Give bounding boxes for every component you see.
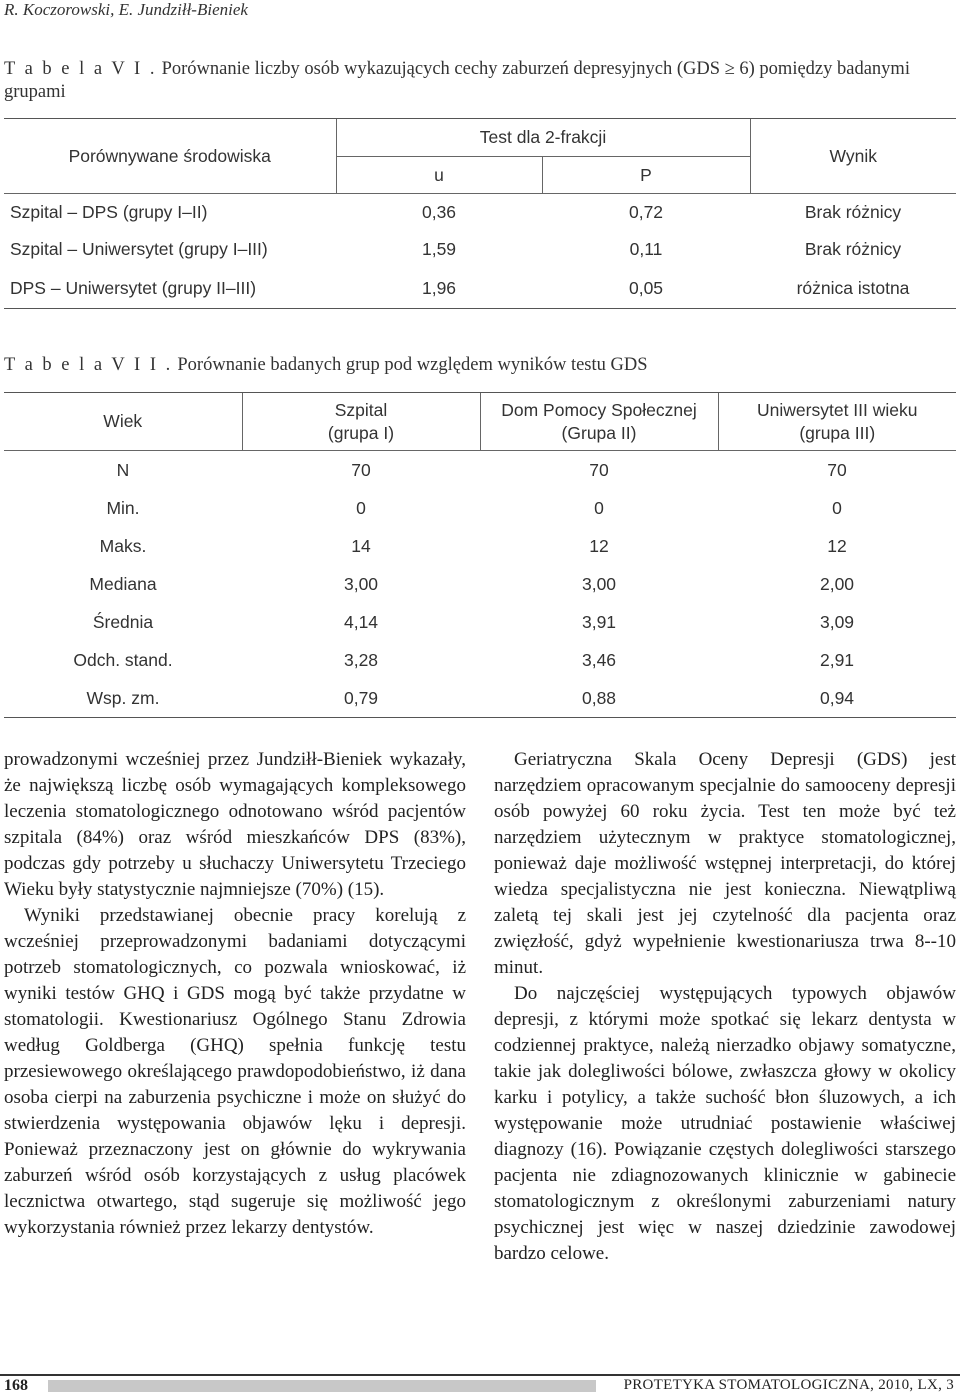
- cell-result: Brak różnicy: [804, 202, 902, 222]
- cell-g2: 3,46: [581, 649, 617, 670]
- cell-name: Szpital – DPS (grupy I–II): [10, 202, 208, 222]
- cell-label: Odch. stand.: [73, 649, 173, 670]
- table6-caption: [4, 58, 956, 104]
- paragraph: Wyniki przedstawianej obecnie pracy korelują z wcześniej przeprowadzonymi badaniami dotyczącymi potrzeb stomatologicznych, co pozwala wnioskować, iż wyniki testów GHQ i GDS mogą być także przydatne w stomatologii. Kwestionariusz Ogólnego Stanu Zdrowia według Goldberga (GHQ) spełnia funkcję testu przesiewowego określającego prawdopodobieństwo, iż dana osoba cierpi na zaburzenia psychiczne i może on służyć do stwierdzenia występowania objawów lęku i depresji. Ponieważ przeznaczony jest on głównie do wykrywania zaburzeń wśród osób korzystających z usług placówek lecznictwa otwartego, stąd sugeruje się możliwość jego wykorzystania również przez lekarzy dentystów.: [4, 905, 466, 1238]
- table-row: [4, 679, 956, 718]
- header-hospital-line1: Szpital: [334, 399, 388, 420]
- cell-g2: 70: [589, 459, 609, 480]
- cell-u: 1,59: [421, 239, 457, 259]
- table-row: [4, 641, 956, 679]
- cell-label: N: [116, 459, 130, 480]
- paragraph: Geriatryczna Skala Oceny Depresji (GDS) jest narzędziem opracowanym specjalnie do samooceny depresji osób powyżej 60 roku życia. Test ten może być też narzędziem użytecznym w praktyce stomatologicznej, ponieważ daje możliwość wstępnej interpretacji, do której wiedza specjalistyczna nie jest konieczna. Niewątpliwą zaletą tej skali jest jej czytelność dla pacjenta oraz zwięzłość, gdyż wypełnienie kwestionariusza trwa 8--10 minut.: [494, 749, 956, 978]
- table6-label: T a b e l a V I .: [4, 59, 157, 79]
- cell-g2: 0,88: [480, 679, 718, 718]
- cell-g3: 3,09: [819, 611, 855, 632]
- header-u: u: [336, 157, 542, 194]
- cell-label: Mediana: [89, 573, 157, 594]
- cell-p: 0,11: [629, 239, 663, 259]
- table6-caption-text: Porównanie liczby osób wykazujących cechy zaburzeń depresyjnych (GDS ≥ 6) pomiędzy badanymi grupami: [4, 59, 910, 102]
- header-compare: Porównywane środowiska: [4, 119, 336, 194]
- cell-label: Min.: [106, 497, 140, 518]
- table-row: [4, 194, 956, 232]
- cell-name: DPS – Uniwersytet (grupy II–III): [4, 268, 336, 309]
- cell-u: 0,36: [421, 202, 457, 222]
- cell-g3: 70: [827, 459, 847, 480]
- cell-name: Szpital – Uniwersytet (grupy I–III): [10, 239, 268, 259]
- header-age: Wiek: [4, 393, 242, 451]
- table7-label: T a b e l a V I I .: [4, 355, 173, 375]
- cell-g2: 3,00: [581, 573, 617, 594]
- running-header-authors: R. Koczorowski, E. Jundziłł-Bieniek: [4, 0, 248, 19]
- body-column-left: [4, 747, 466, 1241]
- cell-g1: 70: [351, 459, 371, 480]
- cell-g3: 0,94: [718, 679, 956, 718]
- table-row: [4, 268, 956, 309]
- cell-g2: 12: [589, 535, 609, 556]
- cell-g3: 12: [827, 535, 847, 556]
- cell-u: 1,96: [336, 268, 542, 309]
- header-hospital-line2: (grupa I): [327, 422, 395, 443]
- header-result: Wynik: [750, 119, 956, 194]
- cell-g1: 14: [351, 535, 371, 556]
- cell-result: Brak różnicy: [804, 239, 902, 259]
- header-p: P: [542, 157, 750, 194]
- header-dps-line1: Dom Pomocy Społecznej: [501, 399, 697, 420]
- header-university-line2: (grupa III): [799, 422, 876, 443]
- table-row: [4, 231, 956, 268]
- header-dps: [480, 393, 718, 451]
- table7-caption: [4, 354, 956, 377]
- cell-label: Średnia: [92, 611, 154, 632]
- footer-decorative-bar: [48, 1380, 596, 1392]
- header-dps-line2: (Grupa II): [561, 422, 637, 443]
- cell-g2: 3,91: [581, 611, 617, 632]
- cell-label: Wsp. zm.: [4, 679, 242, 718]
- cell-g3: 2,00: [819, 573, 855, 594]
- footer-rule: [0, 1374, 960, 1376]
- cell-g1: 0: [356, 497, 366, 518]
- table-row: [4, 489, 956, 527]
- body-column-right: [494, 747, 956, 1267]
- table-7: [4, 392, 956, 718]
- paragraph: prowadzonymi wcześniej przez Jundziłł-Bieniek wykazały, że największą liczbę osób wymagających kompleksowego leczenia stomatologicznego odnotowano wśród pacjentów szpitala (84%) oraz wśród mieszkańców DPS (83%), podczas gdy potrzeby u słuchaczy Uniwersytetu Trzeciego Wieku były statystycznie najmniejsze (70%) (15).: [4, 749, 466, 900]
- cell-g1: 3,28: [343, 649, 379, 670]
- paragraph: Do najczęściej występujących typowych objawów depresji, z którymi może spotkać się lekarz dentysta w codziennej praktyce, należą nierzadko objawy somatyczne, takie jak dolegliwości bólowe, zwłaszcza głowy w okolicy karku i potylicy, a także suchość błon śluzowych, a ich występowanie może utrudniać postawienie właściwej diagnozy (16). Powiązanie częstych dolegliwości starszego pacjenta nie zdiagnozowanych klinicznie w gabinecie stomatologicznym z określonymi zaburzeniami natury psychicznej jest więc w naszej dziedzinie zawodowej bardzo celowe.: [494, 983, 956, 1264]
- cell-g3: 0: [832, 497, 842, 518]
- cell-g1: 4,14: [343, 611, 379, 632]
- header-test: Test dla 2-frakcji: [336, 119, 750, 157]
- table-6: [4, 118, 956, 309]
- page-number: 168: [4, 1377, 28, 1394]
- cell-g1: 0,79: [242, 679, 480, 718]
- cell-label: Maks.: [99, 535, 147, 556]
- cell-g1: 3,00: [343, 573, 379, 594]
- header-hospital: [242, 393, 480, 451]
- cell-g3: 2,91: [819, 649, 855, 670]
- cell-p: 0,05: [542, 268, 750, 309]
- table-row: [4, 527, 956, 565]
- table-row: [4, 565, 956, 603]
- table-row: [4, 451, 956, 490]
- cell-g2: 0: [594, 497, 604, 518]
- header-university: [718, 393, 956, 451]
- cell-p: 0,72: [628, 202, 664, 222]
- cell-result: różnica istotna: [750, 268, 956, 309]
- header-university-line1: Uniwersytet III wieku: [757, 399, 918, 420]
- journal-title: PROTETYKA STOMATOLOGICZNA, 2010, LX, 3: [623, 1377, 954, 1393]
- table-row: [4, 603, 956, 641]
- table7-caption-text: Porównanie badanych grup pod względem wyników testu GDS: [177, 355, 648, 375]
